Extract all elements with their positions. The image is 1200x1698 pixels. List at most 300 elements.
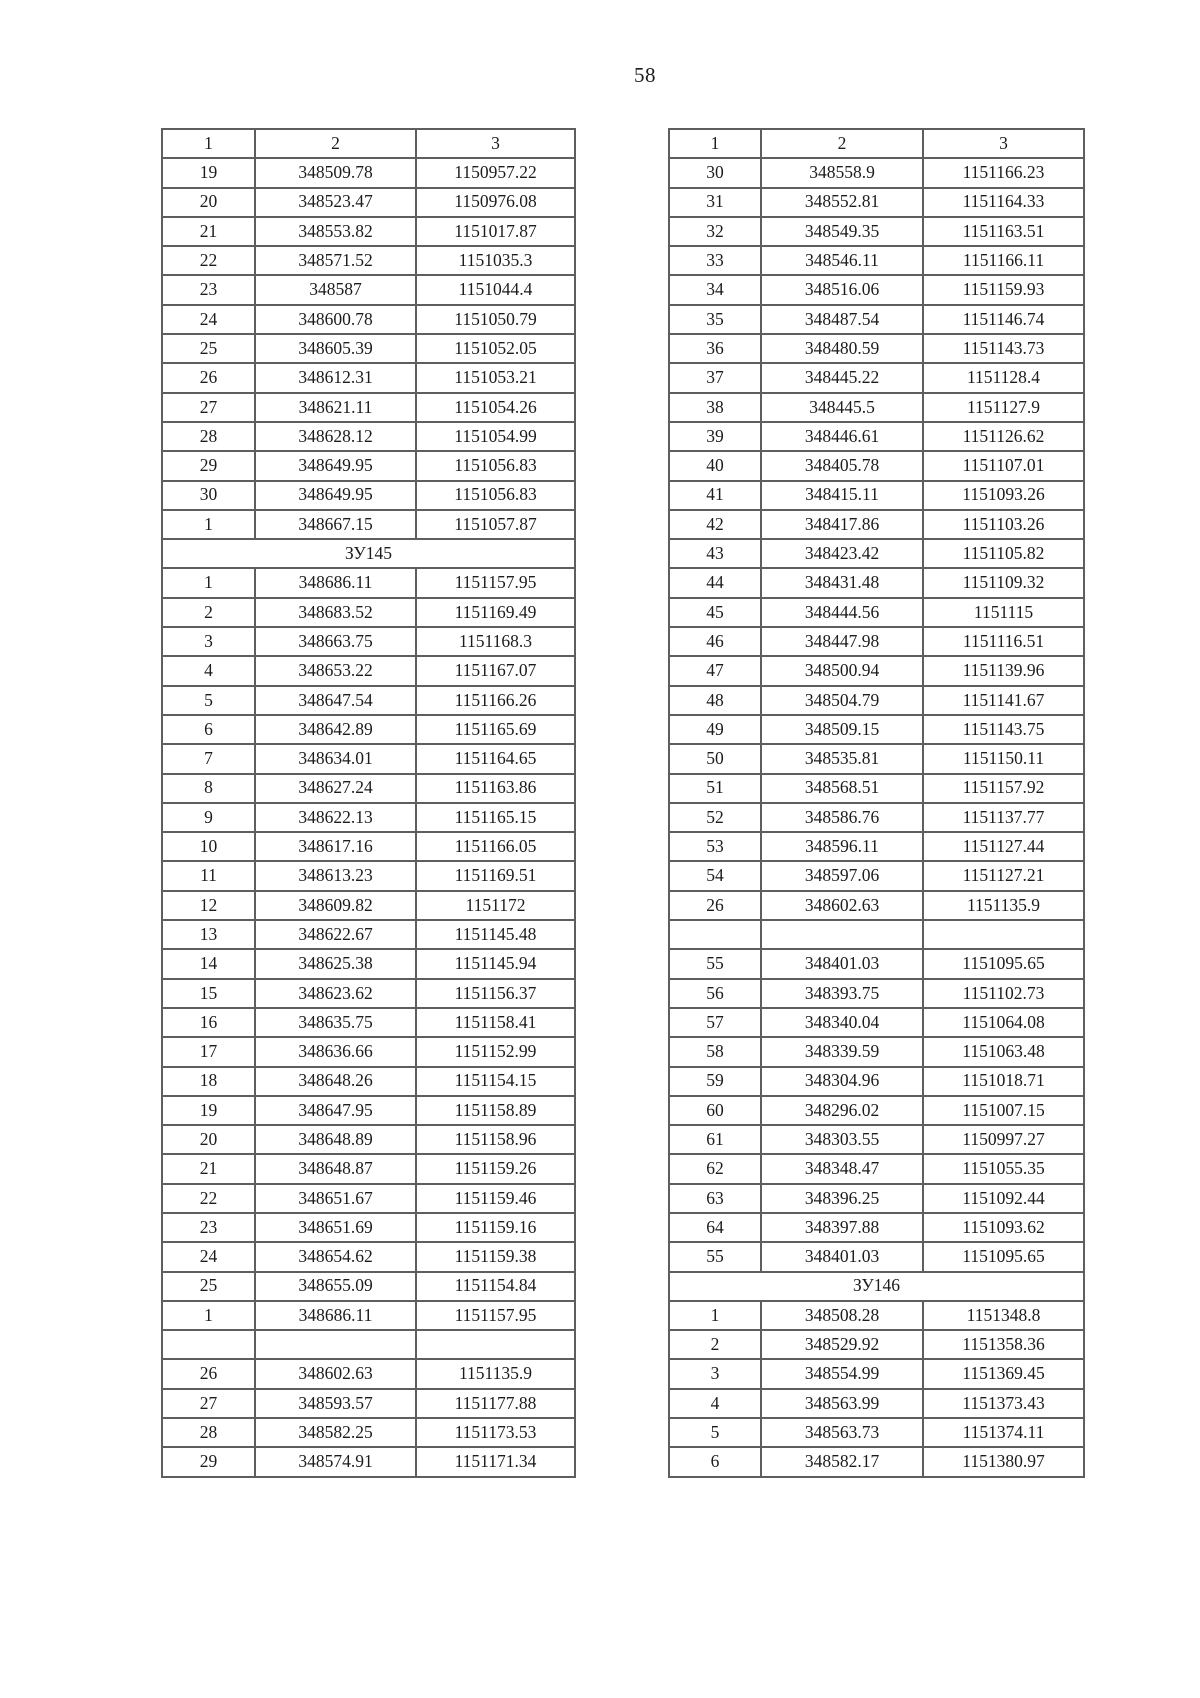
cell: 348649.95 xyxy=(255,481,416,510)
cell: 348529.92 xyxy=(761,1330,923,1359)
cell: 1151163.51 xyxy=(923,217,1084,246)
cell: 348508.28 xyxy=(761,1301,923,1330)
cell: 6 xyxy=(669,1447,761,1476)
cell: 348553.82 xyxy=(255,217,416,246)
cell: 56 xyxy=(669,979,761,1008)
table-row xyxy=(162,393,575,422)
cell: 348487.54 xyxy=(761,305,923,334)
cell: 2 xyxy=(669,1330,761,1359)
section-label: ЗУ145 xyxy=(162,539,575,568)
table-row xyxy=(669,744,1084,773)
cell: 348597.06 xyxy=(761,861,923,890)
cell: 1151105.82 xyxy=(923,539,1084,568)
table-row xyxy=(669,158,1084,187)
table-row xyxy=(162,1213,575,1242)
table-row xyxy=(162,1418,575,1447)
cell: 348303.55 xyxy=(761,1125,923,1154)
cell: 348574.91 xyxy=(255,1447,416,1476)
table-row xyxy=(669,1125,1084,1154)
cell: 1151092.44 xyxy=(923,1184,1084,1213)
table-row xyxy=(162,1447,575,1476)
cell: 2 xyxy=(162,598,255,627)
cell: 348397.88 xyxy=(761,1213,923,1242)
cell: 1151102.73 xyxy=(923,979,1084,1008)
cell: 348622.13 xyxy=(255,803,416,832)
cell: 348401.03 xyxy=(761,949,923,978)
table-row xyxy=(669,1359,1084,1388)
cell: 1151053.21 xyxy=(416,363,575,392)
cell: 55 xyxy=(669,949,761,978)
cell: 348396.25 xyxy=(761,1184,923,1213)
cell: 1151169.49 xyxy=(416,598,575,627)
cell: 1151167.07 xyxy=(416,656,575,685)
cell: 1151128.4 xyxy=(923,363,1084,392)
cell: 40 xyxy=(669,451,761,480)
table-row xyxy=(162,275,575,304)
cell: 1150976.08 xyxy=(416,188,575,217)
cell: 348686.11 xyxy=(255,568,416,597)
cell: 1151137.77 xyxy=(923,803,1084,832)
cell: 348423.42 xyxy=(761,539,923,568)
cell: 11 xyxy=(162,861,255,890)
cell: 4 xyxy=(162,656,255,685)
table-row xyxy=(162,1389,575,1418)
cell: 20 xyxy=(162,188,255,217)
page-number: 58 xyxy=(634,63,656,87)
cell: 1151158.41 xyxy=(416,1008,575,1037)
cell: 1151126.62 xyxy=(923,422,1084,451)
cell: 23 xyxy=(162,1213,255,1242)
table-row xyxy=(669,598,1084,627)
cell: 1151127.44 xyxy=(923,832,1084,861)
cell: 1151109.32 xyxy=(923,568,1084,597)
cell: 27 xyxy=(162,393,255,422)
cell: 63 xyxy=(669,1184,761,1213)
cell: 41 xyxy=(669,481,761,510)
cell: 1151159.93 xyxy=(923,275,1084,304)
cell: 348642.89 xyxy=(255,715,416,744)
table-row xyxy=(669,188,1084,217)
table-row xyxy=(669,803,1084,832)
cell: 61 xyxy=(669,1125,761,1154)
cell: 1151095.65 xyxy=(923,1242,1084,1271)
cell: 348500.94 xyxy=(761,656,923,685)
cell: 39 xyxy=(669,422,761,451)
cell: 50 xyxy=(669,744,761,773)
cell: 348445.5 xyxy=(761,393,923,422)
table-row xyxy=(162,715,575,744)
cell: 38 xyxy=(669,393,761,422)
cell: 1151145.48 xyxy=(416,920,575,949)
table-row xyxy=(162,891,575,920)
table-row xyxy=(669,1037,1084,1066)
empty-row xyxy=(162,1330,575,1359)
cell: 348613.23 xyxy=(255,861,416,890)
table-row xyxy=(669,656,1084,685)
cell: 1151127.9 xyxy=(923,393,1084,422)
table-row xyxy=(669,1067,1084,1096)
cell: 1151095.65 xyxy=(923,949,1084,978)
cell: 57 xyxy=(669,1008,761,1037)
cell: 7 xyxy=(162,744,255,773)
table-row xyxy=(162,510,575,539)
table-row xyxy=(669,393,1084,422)
cell: 1151168.3 xyxy=(416,627,575,656)
cell: 348621.11 xyxy=(255,393,416,422)
cell: 1151154.84 xyxy=(416,1272,575,1301)
cell: 1151055.35 xyxy=(923,1154,1084,1183)
table-row xyxy=(162,422,575,451)
cell: 49 xyxy=(669,715,761,744)
cell: 1151093.62 xyxy=(923,1213,1084,1242)
cell: 1151145.94 xyxy=(416,949,575,978)
cell: 1151164.33 xyxy=(923,188,1084,217)
cell: 1151166.26 xyxy=(416,686,575,715)
cell: 348655.09 xyxy=(255,1272,416,1301)
cell: 29 xyxy=(162,451,255,480)
cell: 348549.35 xyxy=(761,217,923,246)
cell: 26 xyxy=(162,363,255,392)
cell: 58 xyxy=(669,1037,761,1066)
cell: 348444.56 xyxy=(761,598,923,627)
cell: 348686.11 xyxy=(255,1301,416,1330)
cell: 348648.87 xyxy=(255,1154,416,1183)
cell: 348651.67 xyxy=(255,1184,416,1213)
table-row xyxy=(669,275,1084,304)
cell: 348417.86 xyxy=(761,510,923,539)
cell: 19 xyxy=(162,1096,255,1125)
cell: 1151116.51 xyxy=(923,627,1084,656)
cell: 52 xyxy=(669,803,761,832)
cell: 1151115 xyxy=(923,598,1084,627)
cell: 6 xyxy=(162,715,255,744)
cell: 12 xyxy=(162,891,255,920)
cell: 348648.89 xyxy=(255,1125,416,1154)
table-row xyxy=(162,598,575,627)
cell xyxy=(416,1330,575,1359)
cell: 31 xyxy=(669,188,761,217)
cell: 348504.79 xyxy=(761,686,923,715)
table-row xyxy=(669,861,1084,890)
cell: 348654.62 xyxy=(255,1242,416,1271)
empty-row xyxy=(669,920,1084,949)
cell: 25 xyxy=(162,1272,255,1301)
table-row xyxy=(669,539,1084,568)
cell: 21 xyxy=(162,217,255,246)
cell xyxy=(761,920,923,949)
cell: 348304.96 xyxy=(761,1067,923,1096)
cell: 1151018.71 xyxy=(923,1067,1084,1096)
cell: 64 xyxy=(669,1213,761,1242)
cell: 4 xyxy=(669,1389,761,1418)
cell: 60 xyxy=(669,1096,761,1125)
table-row xyxy=(669,949,1084,978)
cell: 348623.62 xyxy=(255,979,416,1008)
cell: 47 xyxy=(669,656,761,685)
cell: 1151157.95 xyxy=(416,1301,575,1330)
cell: 348552.81 xyxy=(761,188,923,217)
cell: 1151056.83 xyxy=(416,451,575,480)
cell: 348431.48 xyxy=(761,568,923,597)
cell: 28 xyxy=(162,422,255,451)
cell: 348339.59 xyxy=(761,1037,923,1066)
cell: 348648.26 xyxy=(255,1067,416,1096)
cell xyxy=(923,920,1084,949)
cell: 16 xyxy=(162,1008,255,1037)
table-row xyxy=(162,1301,575,1330)
table-row xyxy=(669,422,1084,451)
cell: 348445.22 xyxy=(761,363,923,392)
cell: 27 xyxy=(162,1389,255,1418)
cell: 43 xyxy=(669,539,761,568)
cell: 1151150.11 xyxy=(923,744,1084,773)
cell: 348593.57 xyxy=(255,1389,416,1418)
cell: 348653.22 xyxy=(255,656,416,685)
cell: 348625.38 xyxy=(255,949,416,978)
cell: 348554.99 xyxy=(761,1359,923,1388)
table-row xyxy=(162,803,575,832)
table-row xyxy=(669,1096,1084,1125)
cell: 348516.06 xyxy=(761,275,923,304)
table-row xyxy=(162,363,575,392)
table-row xyxy=(162,1067,575,1096)
cell: 348405.78 xyxy=(761,451,923,480)
cell: 3 xyxy=(162,627,255,656)
cell: 348636.66 xyxy=(255,1037,416,1066)
table-row xyxy=(669,305,1084,334)
cell: 348571.52 xyxy=(255,246,416,275)
cell: 348649.95 xyxy=(255,451,416,480)
cell: 1151163.86 xyxy=(416,774,575,803)
cell: 34 xyxy=(669,275,761,304)
cell: 348602.63 xyxy=(761,891,923,920)
cell: 1151143.75 xyxy=(923,715,1084,744)
cell: 22 xyxy=(162,246,255,275)
table-row xyxy=(669,715,1084,744)
cell: 1 xyxy=(162,568,255,597)
cell: 1151171.34 xyxy=(416,1447,575,1476)
cell: 348612.31 xyxy=(255,363,416,392)
cell: 1151057.87 xyxy=(416,510,575,539)
table-header-row xyxy=(162,129,575,158)
table-row xyxy=(162,481,575,510)
cell: 348568.51 xyxy=(761,774,923,803)
cell: 1151064.08 xyxy=(923,1008,1084,1037)
coordinates-table-right xyxy=(668,128,1085,1478)
cell: 348535.81 xyxy=(761,744,923,773)
cell: 348447.98 xyxy=(761,627,923,656)
section-header-row xyxy=(162,539,575,568)
table-row xyxy=(669,481,1084,510)
column-header: 3 xyxy=(923,129,1084,158)
table-row xyxy=(162,1154,575,1183)
cell: 17 xyxy=(162,1037,255,1066)
cell: 348663.75 xyxy=(255,627,416,656)
table-row xyxy=(669,451,1084,480)
cell: 30 xyxy=(162,481,255,510)
cell: 8 xyxy=(162,774,255,803)
cell: 26 xyxy=(162,1359,255,1388)
table-row xyxy=(669,1213,1084,1242)
cell: 25 xyxy=(162,334,255,363)
coordinates-table-left xyxy=(161,128,576,1478)
cell: 348563.99 xyxy=(761,1389,923,1418)
table-row xyxy=(162,1008,575,1037)
column-header: 2 xyxy=(761,129,923,158)
table-row xyxy=(669,363,1084,392)
cell: 1151139.96 xyxy=(923,656,1084,685)
cell: 42 xyxy=(669,510,761,539)
cell: 13 xyxy=(162,920,255,949)
table-row xyxy=(162,949,575,978)
cell: 348651.69 xyxy=(255,1213,416,1242)
cell: 348348.47 xyxy=(761,1154,923,1183)
table-row xyxy=(162,1359,575,1388)
cell: 1151172 xyxy=(416,891,575,920)
cell: 348600.78 xyxy=(255,305,416,334)
cell: 1151374.11 xyxy=(923,1418,1084,1447)
table-row xyxy=(162,246,575,275)
cell: 3 xyxy=(669,1359,761,1388)
table-row xyxy=(669,334,1084,363)
cell: 18 xyxy=(162,1067,255,1096)
cell: 1 xyxy=(162,1301,255,1330)
cell: 53 xyxy=(669,832,761,861)
cell: 1151154.15 xyxy=(416,1067,575,1096)
section-label: ЗУ146 xyxy=(669,1272,1084,1301)
cell xyxy=(669,920,761,949)
table-row xyxy=(669,979,1084,1008)
cell: 19 xyxy=(162,158,255,187)
cell: 1151056.83 xyxy=(416,481,575,510)
cell: 348596.11 xyxy=(761,832,923,861)
table-row xyxy=(669,510,1084,539)
cell: 5 xyxy=(669,1418,761,1447)
cell: 1151380.97 xyxy=(923,1447,1084,1476)
cell: 348558.9 xyxy=(761,158,923,187)
cell: 348609.82 xyxy=(255,891,416,920)
cell: 348622.67 xyxy=(255,920,416,949)
cell: 348647.54 xyxy=(255,686,416,715)
cell: 1151107.01 xyxy=(923,451,1084,480)
table-row xyxy=(669,568,1084,597)
cell: 15 xyxy=(162,979,255,1008)
cell: 348546.11 xyxy=(761,246,923,275)
table-row xyxy=(162,568,575,597)
cell: 35 xyxy=(669,305,761,334)
table-row xyxy=(162,832,575,861)
cell: 1151166.05 xyxy=(416,832,575,861)
cell: 1151135.9 xyxy=(923,891,1084,920)
table-row xyxy=(162,1096,575,1125)
cell: 26 xyxy=(669,891,761,920)
cell: 36 xyxy=(669,334,761,363)
cell: 1151159.46 xyxy=(416,1184,575,1213)
table-row xyxy=(162,1184,575,1213)
table-row xyxy=(162,1125,575,1154)
cell: 5 xyxy=(162,686,255,715)
cell: 30 xyxy=(669,158,761,187)
table-row xyxy=(162,451,575,480)
cell: 1151348.8 xyxy=(923,1301,1084,1330)
cell xyxy=(255,1330,416,1359)
cell: 1151159.38 xyxy=(416,1242,575,1271)
cell: 33 xyxy=(669,246,761,275)
cell: 1151146.74 xyxy=(923,305,1084,334)
cell: 45 xyxy=(669,598,761,627)
cell: 37 xyxy=(669,363,761,392)
table-row xyxy=(669,246,1084,275)
cell: 348587 xyxy=(255,275,416,304)
cell: 1151017.87 xyxy=(416,217,575,246)
table-row xyxy=(162,920,575,949)
cell: 48 xyxy=(669,686,761,715)
cell: 1151093.26 xyxy=(923,481,1084,510)
cell: 23 xyxy=(162,275,255,304)
cell: 348605.39 xyxy=(255,334,416,363)
cell: 1151152.99 xyxy=(416,1037,575,1066)
cell: 1151156.37 xyxy=(416,979,575,1008)
cell: 20 xyxy=(162,1125,255,1154)
cell: 1151135.9 xyxy=(416,1359,575,1388)
cell: 1151044.4 xyxy=(416,275,575,304)
table-row xyxy=(162,217,575,246)
table-row xyxy=(669,1008,1084,1037)
cell: 1151035.3 xyxy=(416,246,575,275)
cell: 28 xyxy=(162,1418,255,1447)
column-header: 1 xyxy=(669,129,761,158)
cell: 348415.11 xyxy=(761,481,923,510)
table-row xyxy=(162,861,575,890)
cell: 1151158.96 xyxy=(416,1125,575,1154)
cell: 9 xyxy=(162,803,255,832)
cell: 24 xyxy=(162,1242,255,1271)
cell: 29 xyxy=(162,1447,255,1476)
cell: 1151166.23 xyxy=(923,158,1084,187)
cell: 348582.25 xyxy=(255,1418,416,1447)
table-row xyxy=(162,627,575,656)
table-row xyxy=(162,1037,575,1066)
cell: 1151007.15 xyxy=(923,1096,1084,1125)
cell: 1151103.26 xyxy=(923,510,1084,539)
cell: 1151373.43 xyxy=(923,1389,1084,1418)
table-row xyxy=(669,774,1084,803)
cell: 348509.78 xyxy=(255,158,416,187)
table-row xyxy=(162,334,575,363)
cell: 348582.17 xyxy=(761,1447,923,1476)
cell: 46 xyxy=(669,627,761,656)
cell: 348509.15 xyxy=(761,715,923,744)
table-row xyxy=(669,1242,1084,1271)
cell: 348340.04 xyxy=(761,1008,923,1037)
cell: 1151177.88 xyxy=(416,1389,575,1418)
cell: 348523.47 xyxy=(255,188,416,217)
cell: 1151050.79 xyxy=(416,305,575,334)
cell: 51 xyxy=(669,774,761,803)
cell: 1151127.21 xyxy=(923,861,1084,890)
table-row xyxy=(162,1272,575,1301)
column-header: 2 xyxy=(255,129,416,158)
table-row xyxy=(162,774,575,803)
cell: 348602.63 xyxy=(255,1359,416,1388)
cell: 348617.16 xyxy=(255,832,416,861)
cell: 1 xyxy=(162,510,255,539)
cell xyxy=(162,1330,255,1359)
cell: 44 xyxy=(669,568,761,597)
table-row xyxy=(669,832,1084,861)
table-row xyxy=(162,305,575,334)
section-header-row xyxy=(669,1272,1084,1301)
